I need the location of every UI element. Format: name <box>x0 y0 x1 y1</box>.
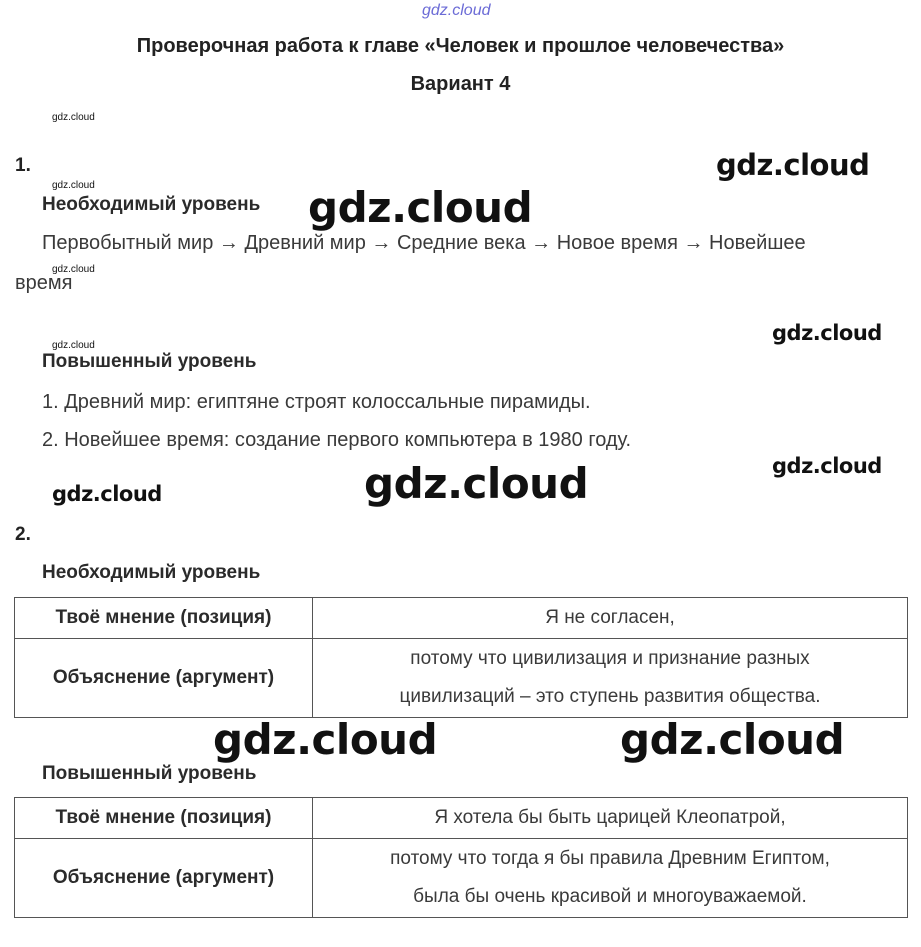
watermark-top: gdz.cloud <box>422 2 491 19</box>
table-header-cell: Твоё мнение (позиция) <box>15 598 313 639</box>
page-title: Проверочная работа к главе «Человек и прошлое человечества» <box>136 35 785 57</box>
task-number: 1. <box>15 155 31 176</box>
table-value-cell <box>313 839 908 918</box>
answer-table <box>14 797 908 918</box>
table-value-line: потому что цивилизация и признание разных <box>410 648 810 669</box>
level-heading: Необходимый уровень <box>42 194 261 215</box>
watermark-large: gdz.cloud <box>308 183 533 232</box>
watermark-tiny: gdz.cloud <box>52 180 95 191</box>
table-header-cell: Объяснение (аргумент) <box>15 639 313 718</box>
table-value-line: цивилизаций – это ступень развития общества. <box>399 686 821 707</box>
timeline-text: Первобытный мир → Древний мир → Средние века → Новое время → Новейшее <box>42 232 806 254</box>
answer-table <box>14 597 908 718</box>
watermark-large: gdz.cloud <box>364 459 589 508</box>
watermark-large: gdz.cloud <box>213 715 438 764</box>
watermark-tiny: gdz.cloud <box>52 264 95 275</box>
timeline-text-continued: время <box>15 272 73 294</box>
watermark-small: gdz.cloud <box>52 482 162 506</box>
table-header-cell: Объяснение (аргумент) <box>15 839 313 918</box>
table-value-line: была бы очень красивой и многоуважаемой. <box>413 886 807 907</box>
table-value-cell: Я хотела бы быть царицей Клеопатрой, <box>313 798 908 839</box>
level-heading: Необходимый уровень <box>42 562 261 583</box>
watermark-small: gdz.cloud <box>772 454 882 478</box>
level-heading: Повышенный уровень <box>42 763 257 784</box>
table-value-cell <box>313 639 908 718</box>
list-item: 1. Древний мир: египтяне строят колоссальные пирамиды. <box>42 391 591 413</box>
table-header-cell: Твоё мнение (позиция) <box>15 798 313 839</box>
watermark-small: gdz.cloud <box>772 321 882 345</box>
watermark-tiny: gdz.cloud <box>52 340 95 351</box>
list-item: 2. Новейшее время: создание первого компьютера в 1980 году. <box>42 429 632 451</box>
watermark-medium: gdz.cloud <box>716 148 870 182</box>
variant-title: Вариант 4 <box>410 73 511 95</box>
level-heading: Повышенный уровень <box>42 351 257 372</box>
watermark-large: gdz.cloud <box>620 715 845 764</box>
task-number: 2. <box>15 524 31 545</box>
table-value-cell: Я не согласен, <box>313 598 908 639</box>
watermark-tiny: gdz.cloud <box>52 112 95 123</box>
table-value-line: потому что тогда я бы правила Древним Египтом, <box>390 848 830 869</box>
